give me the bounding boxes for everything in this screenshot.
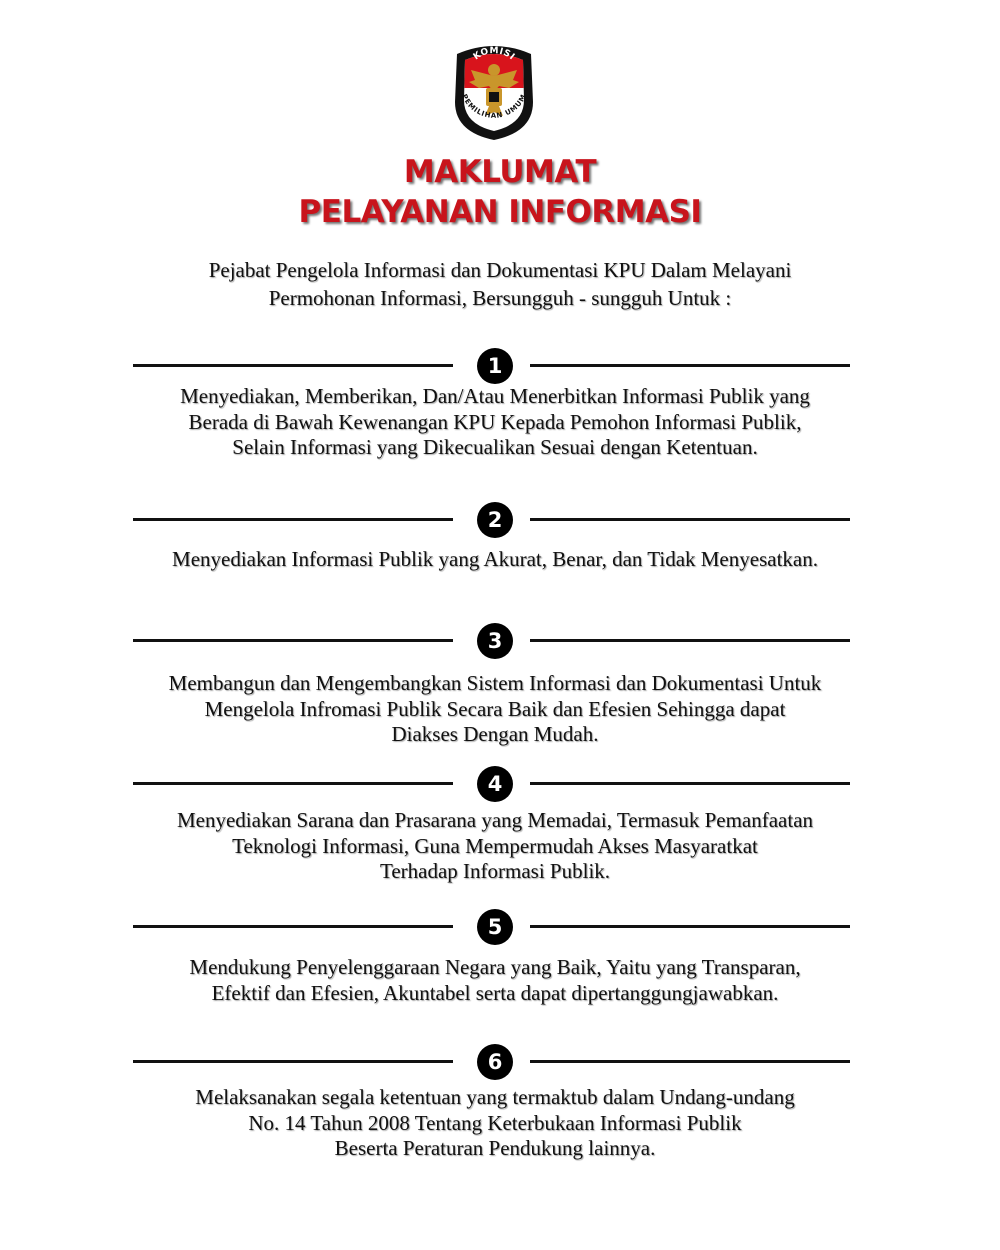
number-badge-5: 5 (477, 909, 513, 945)
item-6-line-1: Melaksanakan segala ketentuan yang termaktub dalam Undang-undang (195, 1085, 795, 1109)
divider-line-left (133, 518, 453, 521)
item-4-text (90, 808, 900, 885)
divider-line-right (530, 639, 850, 642)
divider-line-left (133, 1060, 453, 1063)
number-badge-6: 6 (477, 1044, 513, 1080)
intro-line-1: Pejabat Pengelola Informasi dan Dokumentasi KPU Dalam Melayani (208, 258, 792, 282)
item-2-text (90, 547, 900, 573)
number-badge-3: 3 (477, 623, 513, 659)
svg-text:KOMISI: KOMISI (471, 46, 517, 63)
item-3-line-1: Membangun dan Mengembangkan Sistem Informasi dan Dokumentasi Untuk (168, 671, 822, 695)
divider-1 (130, 348, 850, 384)
divider-line-right (530, 925, 850, 928)
svg-text:PEMILIHAN UMUM: PEMILIHAN UMUM (460, 92, 528, 120)
divider-line-left (133, 925, 453, 928)
divider-line-left (133, 782, 453, 785)
intro-text (0, 256, 1000, 312)
divider-3 (130, 623, 850, 659)
item-4-line-3: Terhadap Informasi Publik. (379, 859, 611, 883)
kpu-logo-icon (449, 40, 539, 142)
item-1-line-1: Menyediakan, Memberikan, Dan/Atau Menerbitkan Informasi Publik yang (180, 384, 810, 408)
divider-5 (130, 909, 850, 945)
divider-line-right (530, 1060, 850, 1063)
title-line-2: PELAYANAN INFORMASI (298, 194, 702, 230)
divider-line-left (133, 364, 453, 367)
item-3-text (90, 671, 900, 748)
title-line-1: MAKLUMAT (403, 154, 597, 190)
divider-line-left (133, 639, 453, 642)
divider-line-right (530, 782, 850, 785)
item-1-line-3: Selain Informasi yang Dikecualikan Sesuai dengan Ketentuan. (232, 435, 758, 459)
divider-line-right (530, 518, 850, 521)
item-6-line-3: Beserta Peraturan Pendukung lainnya. (334, 1136, 656, 1160)
divider-2 (130, 502, 850, 538)
divider-line-right (530, 364, 850, 367)
item-5-line-2: Efektif dan Efesien, Akuntabel serta dapat dipertanggungjawabkan. (211, 980, 779, 1005)
number-badge-2: 2 (477, 502, 513, 538)
item-3-line-2: Mengelola Infromasi Publik Secara Baik dan Efesien Sehingga dapat (204, 696, 786, 721)
divider-4 (130, 766, 850, 802)
item-3-line-3: Diakses Dengan Mudah. (391, 722, 599, 746)
item-5-text (90, 955, 900, 1006)
item-4-line-2: Teknologi Informasi, Guna Mempermudah Akses Masyaratkat (232, 833, 758, 858)
divider-6 (130, 1044, 850, 1080)
item-6-text (90, 1085, 900, 1162)
item-6-line-2: No. 14 Tahun 2008 Tentang Keterbukaan Informasi Publik (248, 1110, 742, 1135)
item-2-line-1: Menyediakan Informasi Publik yang Akurat, Benar, dan Tidak Menyesatkan. (172, 547, 818, 571)
number-badge-4: 4 (477, 766, 513, 802)
item-1-line-2: Berada di Bawah Kewenangan KPU Kepada Pemohon Informasi Publik, (188, 409, 802, 434)
item-4-line-1: Menyediakan Sarana dan Prasarana yang Memadai, Termasuk Pemanfaatan (176, 808, 814, 832)
number-badge-1: 1 (477, 348, 513, 384)
item-5-line-1: Mendukung Penyelenggaraan Negara yang Baik, Yaitu yang Transparan, (189, 955, 801, 979)
item-1-text (90, 384, 900, 461)
intro-line-2: Permohonan Informasi, Bersungguh - sungguh Untuk : (268, 286, 732, 310)
